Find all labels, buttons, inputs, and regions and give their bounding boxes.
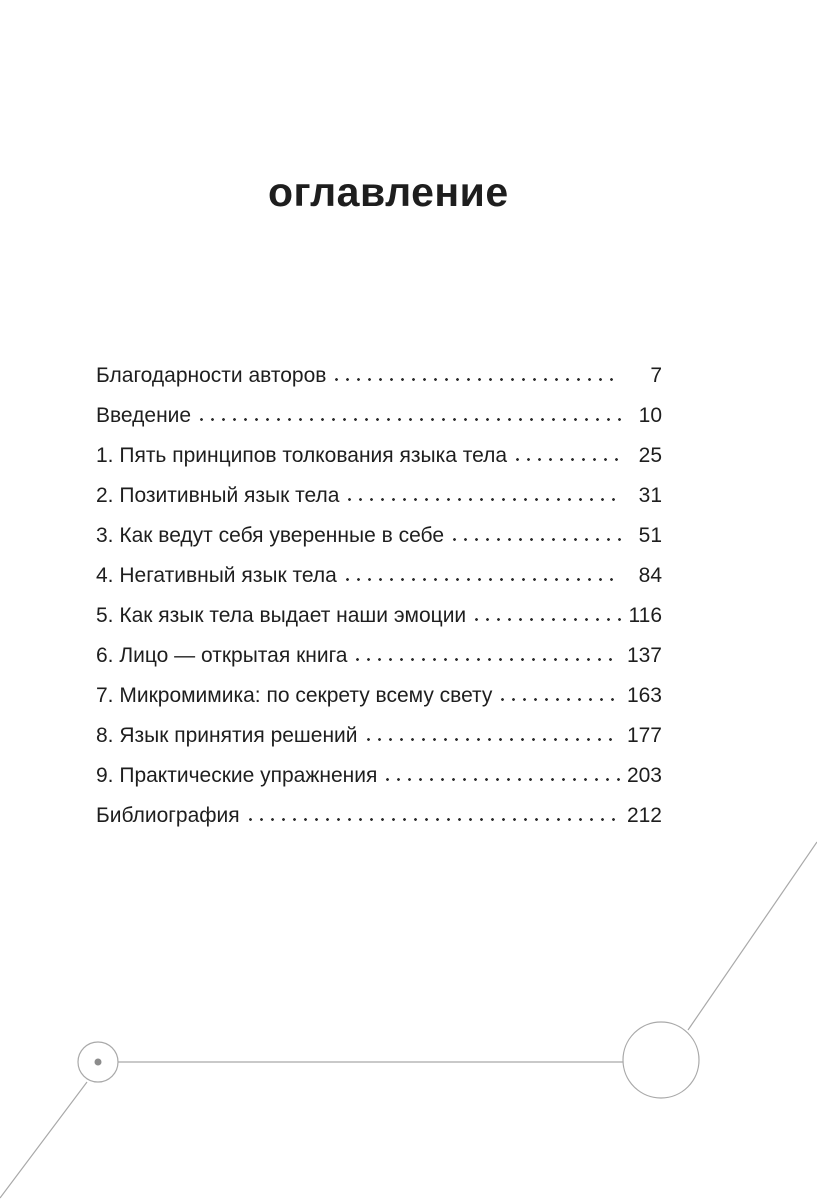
large-node-circle — [623, 1022, 699, 1098]
toc-entry — [96, 436, 662, 476]
toc-page-number: 212 — [626, 804, 662, 827]
toc-page-number: 203 — [626, 764, 662, 787]
small-node-dot — [95, 1059, 102, 1066]
toc-dot-leader — [386, 777, 620, 782]
toc-entry — [96, 516, 662, 556]
toc-page-number: 163 — [626, 684, 662, 707]
toc-entry — [96, 756, 662, 796]
toc-dot-leader — [335, 377, 621, 382]
toc-entry-label: 4. Негативный язык тела — [96, 564, 337, 587]
toc-entry-label: 5. Как язык тела выдает наши эмоции — [96, 604, 467, 627]
toc-dot-leader — [200, 417, 621, 422]
toc-dot-leader — [346, 577, 621, 582]
toc-page-number: 116 — [628, 604, 662, 627]
toc-entry-label: 9. Практические упражнения — [96, 764, 378, 787]
toc-entry-label: 6. Лицо — открытая книга — [96, 644, 348, 667]
toc-entry-label: 3. Как ведут себя уверенные в себе — [96, 524, 445, 547]
toc-entry — [96, 476, 662, 516]
toc-entry — [96, 716, 662, 756]
toc-entry-label: 8. Язык принятия решений — [96, 724, 358, 747]
toc-page-number: 177 — [626, 724, 662, 747]
toc-dot-leader — [356, 657, 619, 662]
toc-page-number: 10 — [638, 404, 662, 427]
table-of-contents — [96, 356, 662, 836]
toc-entry-label: 7. Микромимика: по секрету всему свету — [96, 684, 493, 707]
toc-page-number: 84 — [638, 564, 662, 587]
toc-entry-label: Введение — [96, 404, 192, 427]
toc-page-number: 7 — [650, 364, 662, 387]
toc-entry-label: 2. Позитивный язык тела — [96, 484, 340, 507]
diagonal-line-bottom-left — [0, 1082, 87, 1198]
toc-entry — [96, 396, 662, 436]
toc-page-number: 51 — [638, 524, 662, 547]
toc-entry — [96, 676, 662, 716]
toc-entry — [96, 556, 662, 596]
toc-entry — [96, 356, 662, 396]
toc-entry — [96, 636, 662, 676]
toc-dot-leader — [475, 617, 621, 622]
toc-entry — [96, 596, 662, 636]
toc-dot-leader — [501, 697, 620, 702]
toc-entry-label: Библиография — [96, 804, 240, 827]
toc-entry-label: 1. Пять принципов толкования языка тела — [96, 444, 508, 467]
footer-line-art — [0, 820, 817, 1200]
toc-dot-leader — [453, 537, 621, 542]
toc-dot-leader — [348, 497, 621, 502]
toc-page-number: 137 — [626, 644, 662, 667]
toc-dot-leader — [516, 457, 621, 462]
toc-page-number: 31 — [638, 484, 662, 507]
page-title: оглавление — [268, 169, 509, 215]
diagonal-line-top-right — [688, 842, 817, 1030]
toc-dot-leader — [367, 737, 620, 742]
toc-entry-label: Благодарности авторов — [96, 364, 327, 387]
toc-page-number: 25 — [638, 444, 662, 467]
